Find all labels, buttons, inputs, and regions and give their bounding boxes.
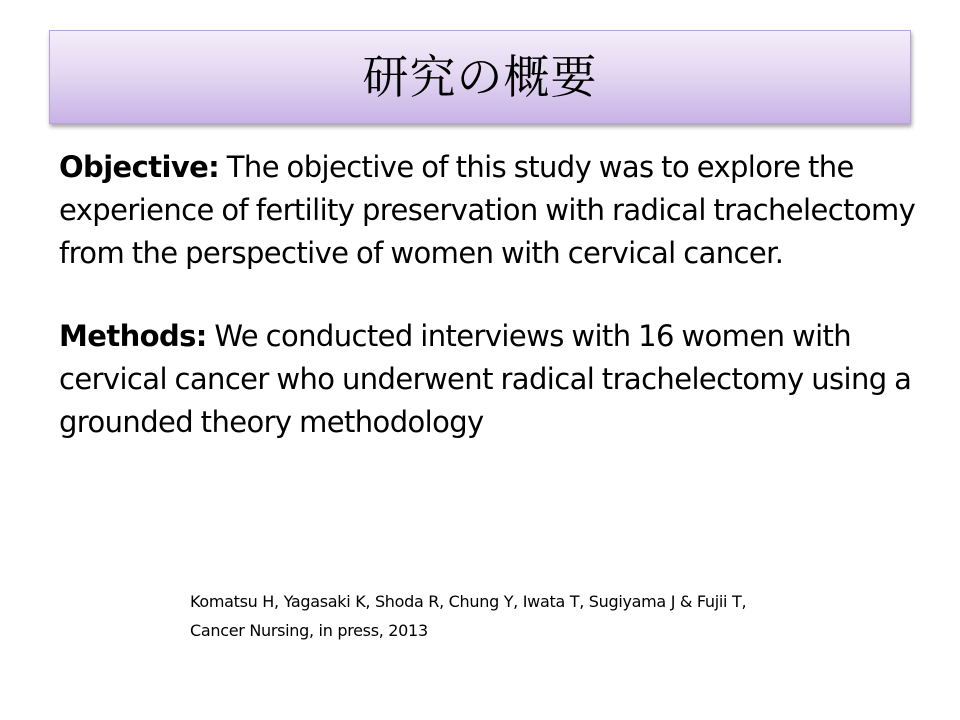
- methods-text: We conducted interviews with 16 women with cervical cancer who underwent radical trachelectomy using a grounded theory methodology: [59, 319, 912, 439]
- citation-journal: Cancer Nursing, in press, 2013: [190, 621, 428, 640]
- slide-body: [59, 146, 919, 444]
- title-banner: [49, 30, 911, 124]
- methods-paragraph: [59, 315, 919, 444]
- methods-label: Methods:: [59, 319, 207, 353]
- objective-text: The objective of this study was to explore the experience of fertility preservation with radical trachelectomy from the perspective of women with cervical cancer.: [59, 150, 916, 270]
- slide-title: 研究の概要: [362, 50, 598, 104]
- objective-paragraph: [59, 146, 919, 275]
- citation-authors: Komatsu H, Yagasaki K, Shoda R, Chung Y, Iwata T, Sugiyama J & Fujii T,: [190, 592, 747, 611]
- objective-label: Objective:: [59, 150, 220, 184]
- citation: [190, 587, 746, 645]
